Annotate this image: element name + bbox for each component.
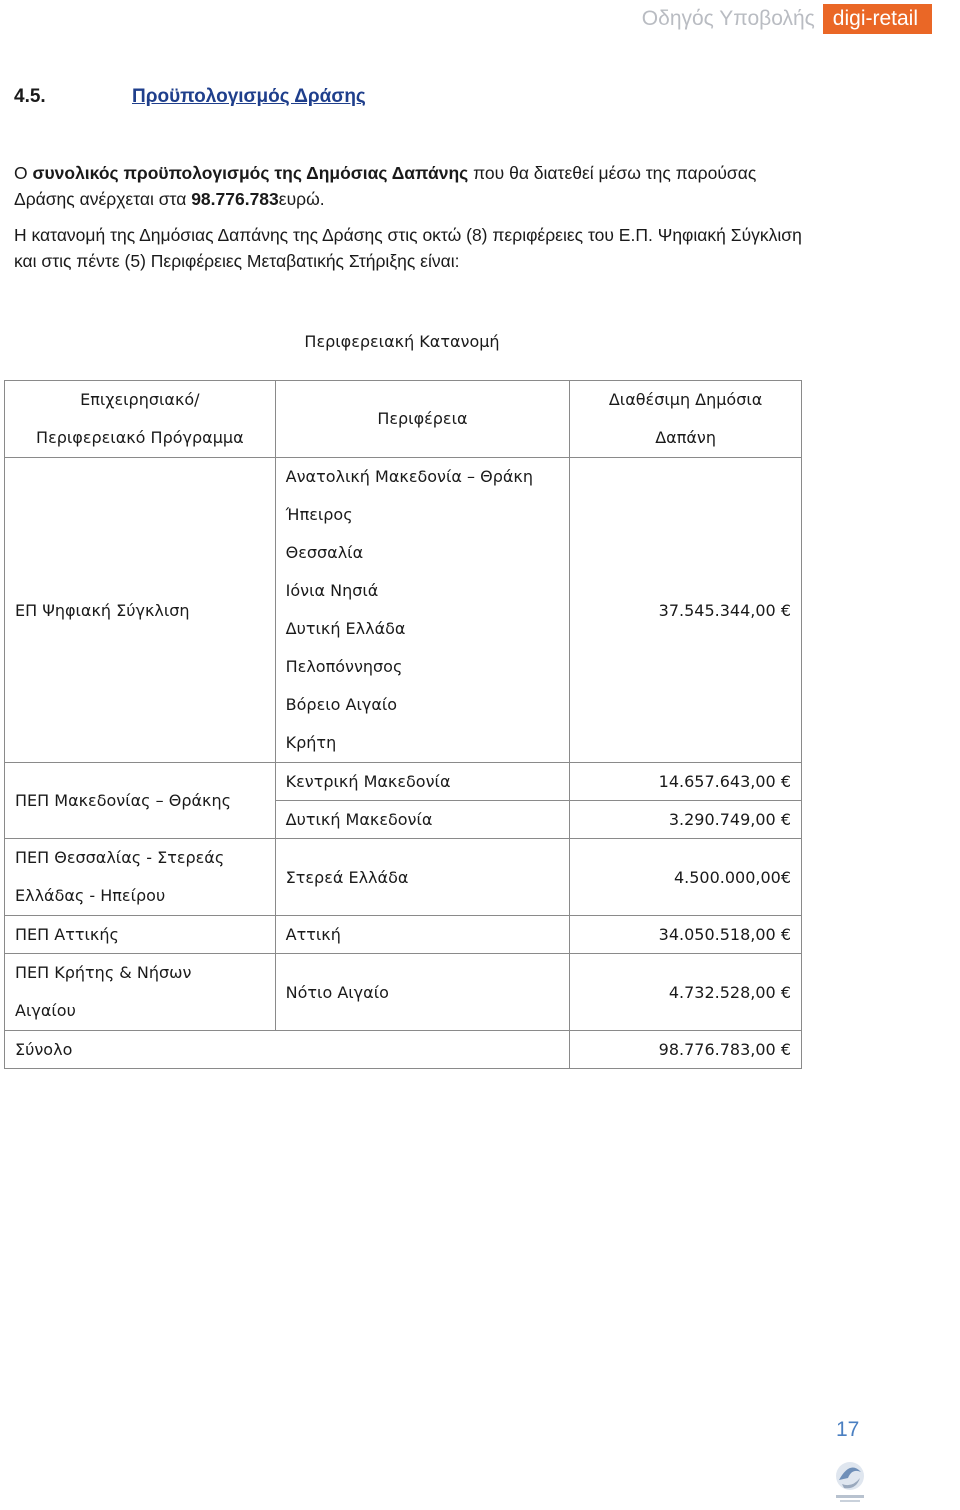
program-text: Αιγαίου (15, 1001, 76, 1020)
region-cell: Κεντρική Μακεδονία (275, 763, 570, 801)
program-cell: ΠΕΠ Μακεδονίας – Θράκης (5, 763, 276, 839)
program-text: Ελλάδας - Ηπείρου (15, 886, 166, 905)
intro-paragraph-allocation: Η κατανομή της Δημόσιας Δαπάνης της Δράσης στις οκτώ (8) περιφέρειες του Ε.Π. Ψηφιακή Σύγκλιση και στις πέντε (5) Περιφέρειες Μεταβατικής Στήριξης είναι: (14, 225, 802, 271)
table-caption: Περιφερειακή Κατανομή (304, 332, 500, 351)
amount-cell: 14.657.643,00 € (570, 763, 802, 801)
page-number: 17 (836, 1418, 860, 1441)
table-row (5, 916, 802, 954)
region-cell: Αττική (275, 916, 570, 954)
digital-aspects-logo-icon (830, 1458, 870, 1504)
total-label: Σύνολο (5, 1031, 570, 1069)
region-cell: Στερεά Ελλάδα (275, 839, 570, 916)
text-run: ευρώ. (278, 189, 325, 209)
page-header (642, 4, 932, 34)
total-amount: 98.776.783,00 € (570, 1031, 802, 1069)
table-row (5, 458, 802, 763)
region-item: Δυτική Ελλάδα (285, 619, 406, 638)
section-heading (14, 86, 366, 108)
amount-cell: 37.545.344,00 € (570, 458, 802, 763)
table-row (5, 954, 802, 1031)
table-row (5, 763, 802, 801)
program-text: ΠΕΠ Κρήτης & Νήσων (15, 963, 192, 982)
intro-paragraph-budget (14, 160, 814, 212)
region-cell: Νότιο Αιγαίο (275, 954, 570, 1031)
header-text: Δαπάνη (655, 428, 716, 447)
amount-cell: 3.290.749,00 € (570, 801, 802, 839)
region-item: Ανατολική Μακεδονία – Θράκη (285, 467, 533, 486)
table-header-row (5, 381, 802, 458)
bold-amount: 98.776.783 (191, 189, 279, 209)
program-cell: ΠΕΠ Αττικής (5, 916, 276, 954)
amount-cell: 4.500.000,00€ (570, 839, 802, 916)
header-text: Επιχειρησιακό/ (80, 390, 200, 409)
section-title: Προϋπολογισμός Δράσης (132, 86, 366, 107)
header-program (5, 381, 276, 458)
guide-title: Οδηγός Υποβολής (641, 7, 815, 30)
header-region: Περιφέρεια (275, 381, 570, 458)
region-item: Κρήτη (285, 733, 337, 752)
region-cell: Δυτική Μακεδονία (275, 801, 570, 839)
amount-cell: 4.732.528,00 € (570, 954, 802, 1031)
program-text: ΠΕΠ Θεσσαλίας - Στερεάς (15, 848, 225, 867)
region-item: Βόρειο Αιγαίο (285, 695, 398, 714)
program-cell (5, 839, 276, 916)
bold-text: συνολικός προϋπολογισμός της Δημόσιας Δαπάνης (32, 163, 469, 183)
program-cell (5, 954, 276, 1031)
budget-table (4, 380, 802, 1069)
header-text: Διαθέσιμη Δημόσια (608, 390, 763, 409)
total-row (5, 1031, 802, 1069)
region-item: Θεσσαλία (285, 543, 364, 562)
program-cell: ΕΠ Ψηφιακή Σύγκλιση (5, 458, 276, 763)
region-item: Ιόνια Νησιά (285, 581, 379, 600)
region-item: Ήπειρος (285, 505, 353, 524)
section-number: 4.5. (14, 86, 46, 107)
regions-cell (275, 458, 570, 763)
table-row (5, 839, 802, 916)
header-budget (570, 381, 802, 458)
text-run: που θα διατεθεί μέσω της παρούσας Δράσης ανέρχεται στα (14, 163, 757, 209)
text-run: Ο (14, 163, 33, 183)
program-badge: digi-retail (823, 4, 932, 34)
header-text: Περιφερειακό Πρόγραμμα (36, 428, 244, 447)
amount-cell: 34.050.518,00 € (570, 916, 802, 954)
region-item: Πελοπόννησος (285, 657, 403, 676)
